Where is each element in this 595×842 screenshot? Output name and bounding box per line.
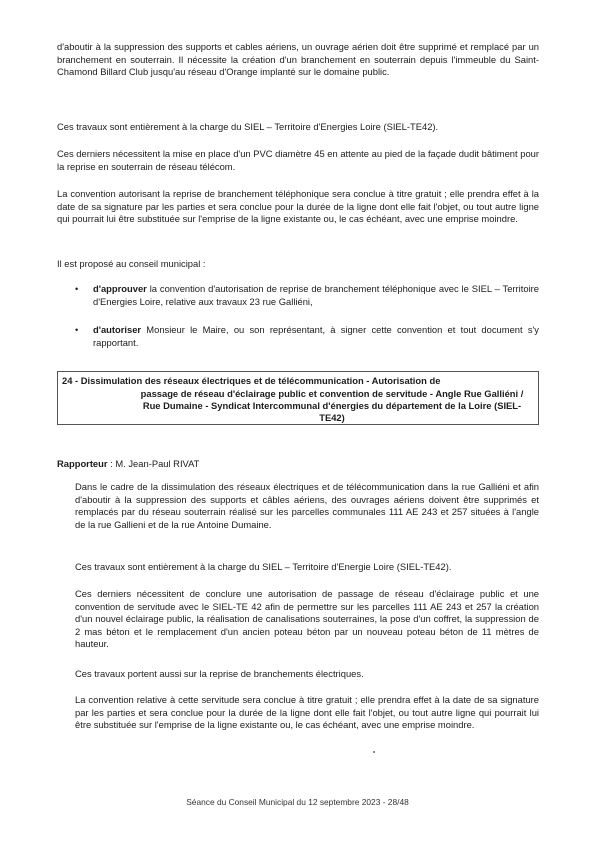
paragraph-charge-2: Ces travaux sont entièrement à la charge du SIEL – Territoire d'Energie Loire (SIEL-TE42). — [75, 561, 452, 572]
paragraph-servitude: Ces derniers nécessitent de conclure une autorisation de passage de réseau d'éclairage public et une convention de servitude avec le SIEL-TE 42 afin de permettre sur les parcelles 111 AE 243 et 257 la création d'un nouvel éclairage public, la réalisation de canalisations souterraines, la pose d'un coffret, la suppression de 2 mas béton et le remplacement d'un ancien poteau béton par un nouveau poteau béton de 11 mètres de hauteur. — [75, 588, 539, 650]
list-item — [75, 324, 539, 349]
paragraph-pvc: Ces derniers nécessitent la mise en place d'un PVC diamètre 45 en attente au pied de la façade dudit bâtiment pour la reprise en souterrain de réseau télécom. — [57, 148, 539, 172]
rapporteur-name: : M. Jean-Paul RIVAT — [107, 458, 200, 469]
bullet-icon: • — [75, 324, 79, 335]
section-number: 24 - — [62, 375, 79, 386]
section-title-box — [57, 371, 539, 425]
list-item-verb: d'autoriser — [93, 324, 142, 335]
section-title-first-line — [62, 375, 536, 387]
scan-artifact — [373, 751, 375, 753]
list-item — [75, 283, 539, 308]
paragraph-charge: Ces travaux sont entièrement à la charge du SIEL – Territoire d'Energies Loire (SIEL-TE42). — [57, 121, 439, 132]
list-item-text: d'autoriser Monsieur le Maire, ou son représentant, à signer cette convention et tout document s'y rapportant. — [93, 324, 539, 348]
bullet-icon: • — [75, 283, 79, 294]
page-footer: Séance du Conseil Municipal du 12 septembre 2023 - 28/48 — [186, 797, 409, 807]
paragraph-intro: d'aboutir à la suppression des supports et cables aériens, un ouvrage aérien doit être supprimé et remplacé par un branchement en souterrain. Il nécessite la création d'un branchement en souterrain depuis l'immeuble du Saint-Chamond Billard Club jusqu'au réseau d'Orange implanté sur le domaine public. — [57, 41, 539, 78]
paragraph-context: Dans le cadre de la dissimulation des réseaux électriques et de télécommunication dans la rue Galliéni et afin d'aboutir à la suppression des supports et câbles aériens, des ouvrages aériens doivent être supprimés et remplacés par du réseau souterrain réalisé sur les parcelles communales 111 AE 243 et 257 situées à l'angle de la rue Gallieni et de la rue Antoine Dumaine. — [75, 481, 539, 530]
section-title-rest: passage de réseau d'éclairage public et convention de servitude - Angle Rue Galliéni / Rue Dumaine - Syndicat Intercommunal d'énergies du département de la Loire (SIEL- TE42) — [140, 387, 524, 424]
paragraph-reprise: Ces travaux portent aussi sur la reprise de branchements électriques. — [75, 668, 364, 679]
rapporteur-label: Rapporteur — [57, 458, 108, 469]
section-title-line1: Dissimulation des réseaux électriques et de télécommunication - Autorisation de — [80, 375, 441, 386]
paragraph-convention: La convention autorisant la reprise de branchement téléphonique sera conclue à titre gratuit ; elle prendra effet à la date de sa signature par les parties et sera conclue pour la durée de la ligne dont elle fait l'objet, ou tout autre ligne qui pourrait lui être substituée sur l'emprise de la ligne existante ou, le cas échéant, avec une emprise moindre. — [57, 188, 539, 225]
rapporteur-line — [57, 458, 539, 471]
list-item-text: d'approuver la convention d'autorisation de reprise de branchement téléphonique avec le SIEL – Territoire d'Energies Loire, relative aux travaux 23 rue Galliéni, — [93, 283, 539, 307]
proposal-intro: Il est proposé au conseil municipal : — [57, 258, 206, 269]
paragraph-convention-2: La convention relative à cette servitude sera conclue à titre gratuit ; elle prendra effet à la date de sa signature par les parties et sera conclue pour la durée de la ligne dont elle fait l'objet, ou tout autre ligne qui pourrait lui être substituée sur l'emprise de la ligne existante ou, le cas échéant, avec une emprise moindre. — [75, 694, 539, 731]
list-item-verb: d'approuver — [93, 283, 147, 294]
